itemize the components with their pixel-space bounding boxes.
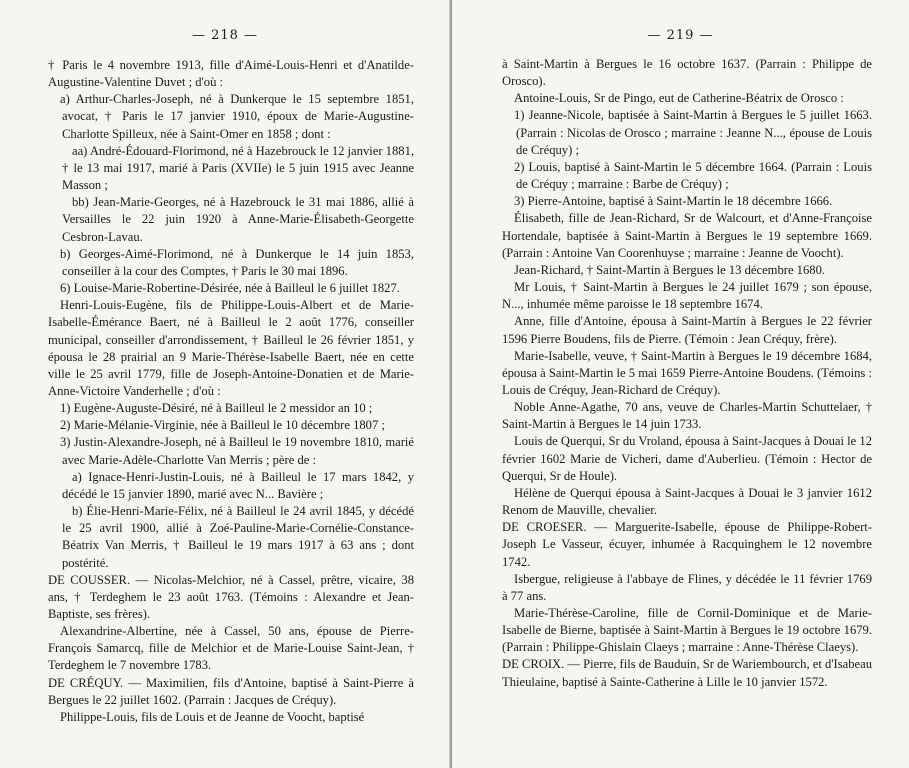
paragraph: Hélène de Querqui épousa à Saint-Jacques à Douai le 3 janvier 1612 Renom de Mauville, chevalier. <box>502 485 872 518</box>
paragraph: 3) Justin-Alexandre-Joseph, né à Bailleul le 19 novembre 1810, marié avec Marie-Adèle-Charlotte Van Merris ; père de : <box>60 435 414 467</box>
paragraph: 2) Louis, baptisé à Saint-Martin le 5 décembre 1664. (Parrain : Louis de Créquy ; marraine : Barbe de Créquy) ; <box>514 159 872 192</box>
paragraph: Antoine-Louis, Sr de Pingo, eut de Catherine-Béatrix de Orosco : <box>514 91 844 106</box>
right-page-text <box>502 56 872 691</box>
paragraph: à Saint-Martin à Bergues le 16 octobre 1637. (Parrain : Philippe de Orosco). <box>502 57 872 89</box>
paragraph: a) Arthur-Charles-Joseph, né à Dunkerque le 15 septembre 1851, avocat, † Paris le 17 janvier 1910, époux de Marie-Augustine-Charlotte Spilleux, née à Saint-Omer en 1858 ; dont : <box>60 92 414 141</box>
page-number-left: — 218 — <box>191 28 259 43</box>
paragraph: 1) Eugène-Auguste-Désiré, né à Bailleul le 2 messidor an 10 ; <box>60 401 373 416</box>
paragraph: 2) Marie-Mélanie-Virginie, née à Bailleul le 10 décembre 1807 ; <box>60 418 385 433</box>
paragraph: b) Élie-Henri-Marie-Félix, né à Bailleul le 24 avril 1845, y décédé le 25 avril 1900, allié à Zoé-Pauline-Marie-Cornélie-Constance-Béatrix Van Merris, † Bailleul le 19 mars 1917 à 63 ans ; dont postérité. <box>62 504 414 570</box>
paragraph: 6) Louise-Marie-Robertine-Désirée, née à Bailleul le 6 juillet 1827. <box>60 281 400 296</box>
paragraph: Alexandrine-Albertine, née à Cassel, 50 ans, épouse de Pierre-François Samarcq, fille de Melchior et de Marie-Louise Saint-Jean, † Terdeghem le 7 novembre 1783. <box>48 624 414 673</box>
paragraph: Noble Anne-Agathe, 70 ans, veuve de Charles-Martin Schuttelaer, † Saint-Martin à Bergues le 14 juin 1733. <box>502 400 872 432</box>
paragraph: 3) Pierre-Antoine, baptisé à Saint-Martin le 18 décembre 1666. <box>514 194 833 209</box>
paragraph: aa) André-Édouard-Florimond, né à Hazebrouck le 12 janvier 1881, † le 13 mai 1917, marié à Paris (XVIIe) le 5 juin 1915 avec Jeanne Masson ; <box>62 143 415 193</box>
right-page <box>452 0 909 768</box>
paragraph: Isbergue, religieuse à l'abbaye de Flines, y décédée le 11 février 1769 à 77 ans. <box>502 571 872 603</box>
paragraph: Mr Louis, † Saint-Martin à Bergues le 24 juillet 1679 ; son épouse, N..., inhumée même paroisse le 18 septembre 1674. <box>502 280 872 312</box>
paragraph: b) Georges-Aimé-Florimond, né à Dunkerque le 14 juin 1853, conseiller à la cour des Comptes, † Paris le 30 mai 1896. <box>60 246 414 278</box>
paragraph: Henri-Louis-Eugène, fils de Philippe-Louis-Albert et de Marie-Isabelle-Émérance Baert, né à Bailleul le 2 août 1776, conseiller municipal, conseiller d'arrondissement, † Bailleul le 26 février 1851, y épousa le 28 prairial an 9 Marie-Thérèse-Isabelle Baert, née en cette ville le 25 avril 1779, fille de Joseph-Antoine-Donatien et de Marie-Anne-Victoire Vanderhelle ; d'où : <box>48 298 414 398</box>
paragraph: DE COUSSER. — Nicolas-Melchior, né à Cassel, prêtre, vicaire, 38 ans, † Terdeghem le 23 août 1763. (Témoins : Alexandre et Jean-Baptiste, ses frères). <box>48 572 414 621</box>
paragraph: DE CRÉQUY. — Maximilien, fils d'Antoine, baptisé à Saint-Pierre à Bergues le 22 juillet 1602. (Parrain : Jacques de Créquy). <box>48 675 414 707</box>
paragraph: Louis de Querqui, Sr du Vroland, épousa à Saint-Jacques à Douai le 12 février 1602 Marie de Vicheri, dame d'Auberlieu. (Témoin : Hector de Querqui, Sr de Houle). <box>502 434 872 483</box>
paragraph: Élisabeth, fille de Jean-Richard, Sr de Walcourt, et d'Anne-Françoise Hortendale, baptisée à Saint-Martin à Bergues le 19 septembre 1669. (Parrain : Antoine Van Coorenhuyse ; marraine : Jeanne de Voocht). <box>502 211 872 260</box>
paragraph: DE CROIX. — Pierre, fils de Bauduin, Sr de Wariembourch, et d'Isabeau Thieulaine, baptisé à Sainte-Catherine à Lille le 10 janvier 1572. <box>502 657 873 689</box>
page-number-right: — 219 — <box>647 28 714 43</box>
paragraph: Marie-Isabelle, veuve, † Saint-Martin à Bergues le 19 décembre 1684, épousa à Saint-Martin le 5 mai 1659 Pierre-Antoine Boudens. (Témoins : Louis de Créquy, Jean-Richard de Créquy). <box>502 348 872 397</box>
paragraph: DE CROESER. — Marguerite-Isabelle, épouse de Philippe-Robert-Joseph Le Vasseur, écuyer, inhumée à Racquinghem le 12 novembre 1742. <box>502 520 872 569</box>
paragraph: bb) Jean-Marie-Georges, né à Hazebrouck le 31 mai 1886, allié à Versailles le 22 juin 1920 à Anne-Marie-Élisabeth-Georgette Cesbron-Lavau. <box>62 195 414 244</box>
paragraph: Jean-Richard, † Saint-Martin à Bergues le 13 décembre 1680. <box>514 262 826 277</box>
paragraph: 1) Jeanne-Nicole, baptisée à Saint-Martin à Bergues le 5 juillet 1663. (Parrain : Nicolas de Orosco ; marraine : Jeanne N..., épouse de Louis de Créquy) ; <box>514 108 872 157</box>
paragraph: † Paris le 4 novembre 1913, fille d'Aimé-Louis-Henri et d'Anatilde-Augustine-Valentine Duvet ; d'où : <box>48 58 414 90</box>
paragraph: Philippe-Louis, fils de Louis et de Jeanne de Voocht, baptisé <box>60 709 365 724</box>
left-page-text <box>48 57 414 726</box>
paragraph: a) Ignace-Henri-Justin-Louis, né à Bailleul le 17 mars 1842, y décédé le 15 janvier 1890, marié avec N... Bavière ; <box>62 469 414 501</box>
paragraph: Anne, fille d'Antoine, épousa à Saint-Martin à Bergues le 22 février 1596 Pierre Boudens, fils de Pierre. (Témoin : Jean Créquy, frère). <box>502 314 872 346</box>
paragraph: Marie-Thérèse-Caroline, fille de Cornil-Dominique et de Marie-Isabelle de Bierne, baptisée à Saint-Martin à Bergues le 19 octobre 1679. (Parrain : Philippe-Ghislain Claeys ; marraine : Anne-Thérèse Claeys). <box>502 606 872 655</box>
left-page <box>0 0 450 768</box>
